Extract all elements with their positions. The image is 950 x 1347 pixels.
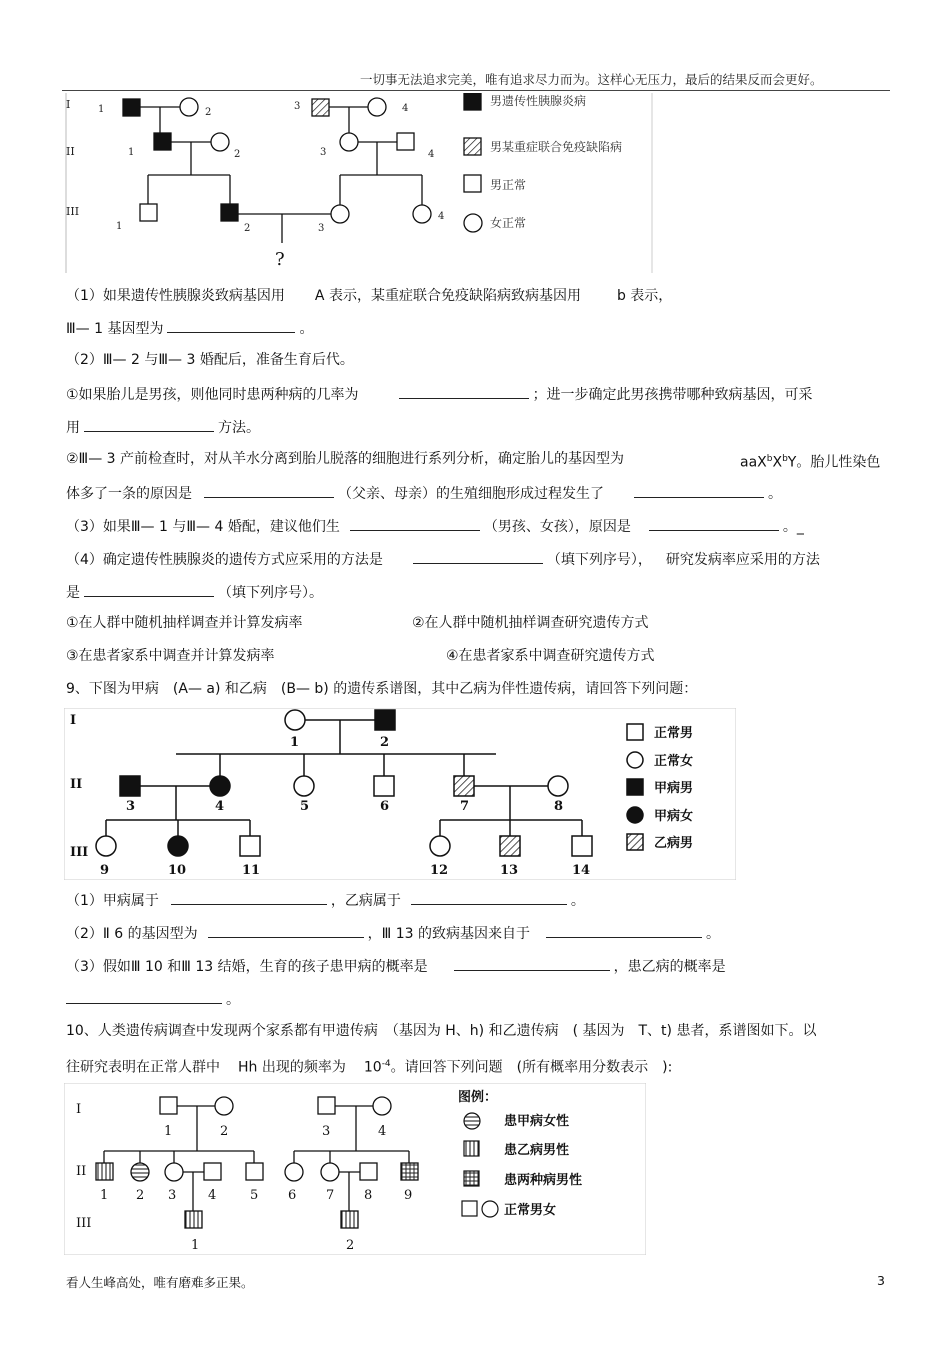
text: 用 [66, 420, 80, 436]
text: 5 [300, 799, 310, 814]
I3-scid-male [312, 99, 329, 116]
gen-label-II: II [66, 145, 75, 158]
text: b 表示， [616, 288, 673, 304]
text: 方法。 [218, 420, 260, 436]
legend-normal-female-symbol [627, 752, 643, 768]
text: 12 [430, 863, 449, 878]
text: I [76, 1102, 82, 1117]
text: 8 [554, 799, 564, 814]
text: b [766, 454, 773, 464]
II4-normal-male [397, 133, 414, 150]
answer-blank[interactable] [454, 956, 610, 971]
legend-normal-male-symbol [464, 175, 481, 192]
text: 。 [768, 486, 782, 502]
header-motto: 一切事无法追求完美，唯有追求尽力而为。这样心无压力，最后的结果反而会更好。 [360, 72, 823, 87]
q9-II3-affected-male [120, 776, 140, 796]
text [66, 516, 804, 536]
answer-blank[interactable] [649, 516, 779, 531]
text [740, 450, 880, 472]
legend-normal-female-symbol [464, 214, 482, 232]
text: 4 [438, 211, 445, 222]
text: 。 [226, 992, 240, 1008]
text: ①如果胎儿是男孩，则他同时患两种病的几率为 [66, 387, 359, 403]
text: 4 [208, 1188, 217, 1203]
text: I [70, 713, 77, 728]
text: 9 [404, 1188, 413, 1203]
text: （4）确定遗传性胰腺炎的遗传方式应采用的方法是 [66, 552, 383, 568]
text: -4 [381, 1059, 391, 1069]
q9-stem: 9、下图为甲病 (A— a) 和乙病 (B— b) 的遗传系谱图，其中乙病为伴性遗传病，请回答下列问题： [66, 681, 698, 697]
text [66, 582, 323, 602]
text: 。_ [782, 519, 804, 535]
q9-II8-normal-female [548, 776, 568, 796]
text: ，乙病属于 [330, 893, 401, 909]
text: 患甲病女性 [504, 1114, 570, 1129]
text: 10 [168, 863, 187, 878]
text: A 表示，某重症联合免疫缺陷病致病基因用 [314, 288, 581, 304]
text: 乙病男 [654, 836, 694, 851]
text: 患两种病男性 [504, 1173, 583, 1188]
q9-I2-affected-male [375, 710, 395, 730]
legend-normal-female-symbol [482, 1201, 498, 1217]
text: 4 [402, 103, 409, 114]
III1-normal-male [140, 204, 157, 221]
text: 3 [322, 1124, 331, 1139]
text: 2 [346, 1238, 355, 1253]
text: （男孩、女孩），原因是 [483, 519, 631, 535]
text: 7 [326, 1188, 335, 1203]
question-mark: ? [275, 249, 285, 270]
q9-II4-affected-female [210, 776, 230, 796]
text: 研究发病率应采用的方法 [665, 552, 820, 568]
answer-blank[interactable] [634, 483, 764, 498]
text: 8 [364, 1188, 373, 1203]
legend-scid-male-symbol [464, 138, 481, 155]
text: 甲病男 [654, 781, 694, 796]
pedigree-figure-q10 [64, 1083, 646, 1255]
footer-motto: 看人生峰高处，唯有磨难多正果。 [66, 1275, 254, 1290]
text: 3 [320, 147, 327, 158]
text: （1）甲病属于 [66, 893, 159, 909]
text: 6 [380, 799, 390, 814]
text: X [772, 454, 783, 471]
text: ①在人群中随机抽样调查并计算发病率 [66, 615, 303, 631]
III4-normal-female [413, 205, 431, 223]
text: （填下列序号）， [546, 552, 652, 568]
text [66, 956, 726, 976]
I2-normal-female [180, 98, 198, 116]
text: （填下列序号）。 [218, 585, 323, 601]
answer-blank[interactable] [411, 890, 567, 905]
text: 2 [220, 1124, 229, 1139]
text: 3 [318, 223, 325, 234]
text: II [70, 777, 83, 792]
text [66, 384, 813, 404]
text: 。 [299, 321, 314, 337]
text: ，Ⅲ 13 的致病基因来自于 [367, 926, 530, 942]
legend-normal-male-symbol [462, 1201, 477, 1216]
q9-III9-normal-female [96, 836, 116, 856]
text: ，患乙病的概率是 [613, 959, 726, 975]
II3-normal-female [340, 133, 358, 151]
text: 正常女 [654, 754, 694, 769]
text: 往研究表明在正常人群中 [66, 1059, 220, 1076]
text: 1 [100, 1188, 109, 1203]
text: 9 [100, 863, 110, 878]
header-rule [62, 90, 890, 91]
text: 3 [168, 1188, 177, 1203]
text: 10 [363, 1059, 382, 1076]
page-number: 3 [877, 1273, 885, 1288]
q9-I1-normal-female [285, 710, 305, 730]
text: 2 [234, 149, 241, 160]
text: II [76, 1164, 87, 1179]
q9-III10-affected-female [168, 836, 188, 856]
text: 。 [705, 926, 720, 942]
legend-both-male-symbol [464, 1171, 479, 1186]
text: 正常男 [654, 726, 694, 741]
II2-normal-female [211, 133, 229, 151]
q9-III11-normal-male [240, 836, 260, 856]
q9-III13-b-male [500, 836, 520, 856]
text: 男某重症联合免疫缺陷病 [490, 140, 623, 154]
text: b [782, 454, 788, 464]
text: III [76, 1216, 92, 1231]
text: Hh 出现的频率为 [238, 1059, 346, 1076]
text: 5 [250, 1188, 259, 1203]
text: 2 [380, 735, 390, 750]
pedigree-figure-q9 [64, 708, 736, 880]
text: 2 [244, 223, 251, 234]
legend-b-male-symbol [464, 1141, 479, 1156]
q9-III12-normal-female [430, 836, 450, 856]
answer-blank[interactable] [84, 582, 214, 597]
text [66, 549, 820, 569]
text: 3 [126, 799, 136, 814]
answer-blank[interactable] [413, 549, 543, 564]
text [66, 450, 624, 468]
text [66, 287, 672, 305]
text: （2）Ⅲ— 2 与Ⅲ— 3 婚配后，准备生育后代。 [66, 352, 354, 368]
text: 10、人类遗传病调查中发现两个家系都有甲遗传病 （基因为 H、h) 和乙遗传病 ( 基因为 T、t) 患者，系谱图如下。以 [66, 1023, 817, 1039]
text: 14 [572, 863, 591, 878]
text: 甲病女 [654, 809, 694, 824]
answer-blank[interactable] [171, 890, 327, 905]
text: （2）Ⅱ 6 的基因型为 [66, 926, 198, 942]
text [66, 1055, 672, 1077]
text: 4 [428, 149, 435, 160]
text: aaX [740, 454, 767, 471]
text [66, 923, 720, 943]
I4-normal-female [368, 98, 386, 116]
answer-blank[interactable] [350, 516, 480, 531]
text [66, 483, 782, 503]
q9-III14-normal-male [572, 836, 592, 856]
answer-blank[interactable] [84, 417, 214, 432]
q9-II5-normal-female [294, 776, 314, 796]
legend-b-male-symbol [627, 834, 643, 850]
text: 1 [128, 147, 135, 158]
q9-II6-normal-male [374, 776, 394, 796]
II1-affected-male [154, 133, 171, 150]
legend-a-male-symbol [627, 779, 643, 795]
pedigree-figure-q8 [62, 93, 654, 273]
text: ④在患者家系中调查研究遗传方式 [446, 648, 655, 664]
text: ②Ⅲ— 3 产前检查时，对从羊水分离到胎儿脱落的细胞进行系列分析，确定胎儿的基因型为 [66, 451, 625, 467]
legend-a-female-symbol [464, 1113, 480, 1129]
text: 3 [294, 101, 301, 112]
text: III [70, 845, 89, 860]
III3-normal-female [331, 205, 349, 223]
text: Y。胎儿性染色 [787, 454, 881, 471]
answer-blank[interactable] [66, 989, 222, 1004]
text: 男遗传性胰腺炎病 [490, 94, 587, 108]
answer-blank[interactable] [204, 483, 334, 498]
text: 。 [570, 893, 585, 909]
text: Ⅲ— 1 基因型为 [66, 321, 164, 337]
text: 患乙病男性 [504, 1143, 570, 1158]
text: ；进一步确定此男孩携带哪种致病基因，可采 [532, 387, 813, 403]
text: 11 [242, 863, 261, 878]
text: 图例： [458, 1090, 498, 1105]
text: 6 [288, 1188, 297, 1203]
answer-blank[interactable] [208, 923, 364, 938]
text: 1 [164, 1124, 173, 1139]
text: 4 [215, 799, 225, 814]
III2-affected-male [221, 204, 238, 221]
text [66, 890, 585, 910]
legend-affected-male-symbol [464, 93, 481, 110]
text: 2 [205, 107, 212, 118]
text: （3）如果Ⅲ— 1 与Ⅲ— 4 婚配，建议他们生 [66, 519, 340, 535]
text: 。请回答下列问题 (所有概率用分数表示 ): [390, 1059, 673, 1076]
gen-label-III: III [66, 205, 80, 218]
text: 正常男女 [504, 1203, 557, 1218]
text [66, 989, 240, 1009]
text: 7 [460, 799, 470, 814]
text: 1 [191, 1238, 200, 1253]
text: 4 [378, 1124, 387, 1139]
text: 女正常 [490, 216, 527, 230]
text: 1 [116, 221, 123, 232]
answer-blank[interactable] [399, 384, 529, 399]
q9-II7-b-male [454, 776, 474, 796]
text: （1）如果遗传性胰腺炎致病基因用 [66, 288, 285, 304]
answer-blank[interactable] [546, 923, 702, 938]
text: 2 [136, 1188, 145, 1203]
answer-blank[interactable] [167, 318, 295, 333]
text: 是 [66, 585, 80, 601]
text: 13 [500, 863, 519, 878]
text: 体多了一条的原因是 [66, 486, 192, 502]
text: 1 [98, 104, 105, 115]
text: 男正常 [490, 178, 527, 192]
gen-label-I: I [66, 98, 71, 111]
legend-normal-male-symbol [627, 724, 643, 740]
I1-affected-male [123, 99, 140, 116]
text: 1 [290, 735, 300, 750]
text: ②在人群中随机抽样调查研究遗传方式 [412, 615, 649, 631]
legend-a-female-symbol [627, 807, 643, 823]
text: ③在患者家系中调查并计算发病率 [66, 648, 275, 664]
text: （3）假如Ⅲ 10 和Ⅲ 13 结婚，生育的孩子患甲病的概率是 [66, 959, 428, 975]
text [66, 318, 313, 338]
text [66, 417, 260, 437]
text: （父亲、母亲）的生殖细胞形成过程发生了 [338, 486, 604, 502]
